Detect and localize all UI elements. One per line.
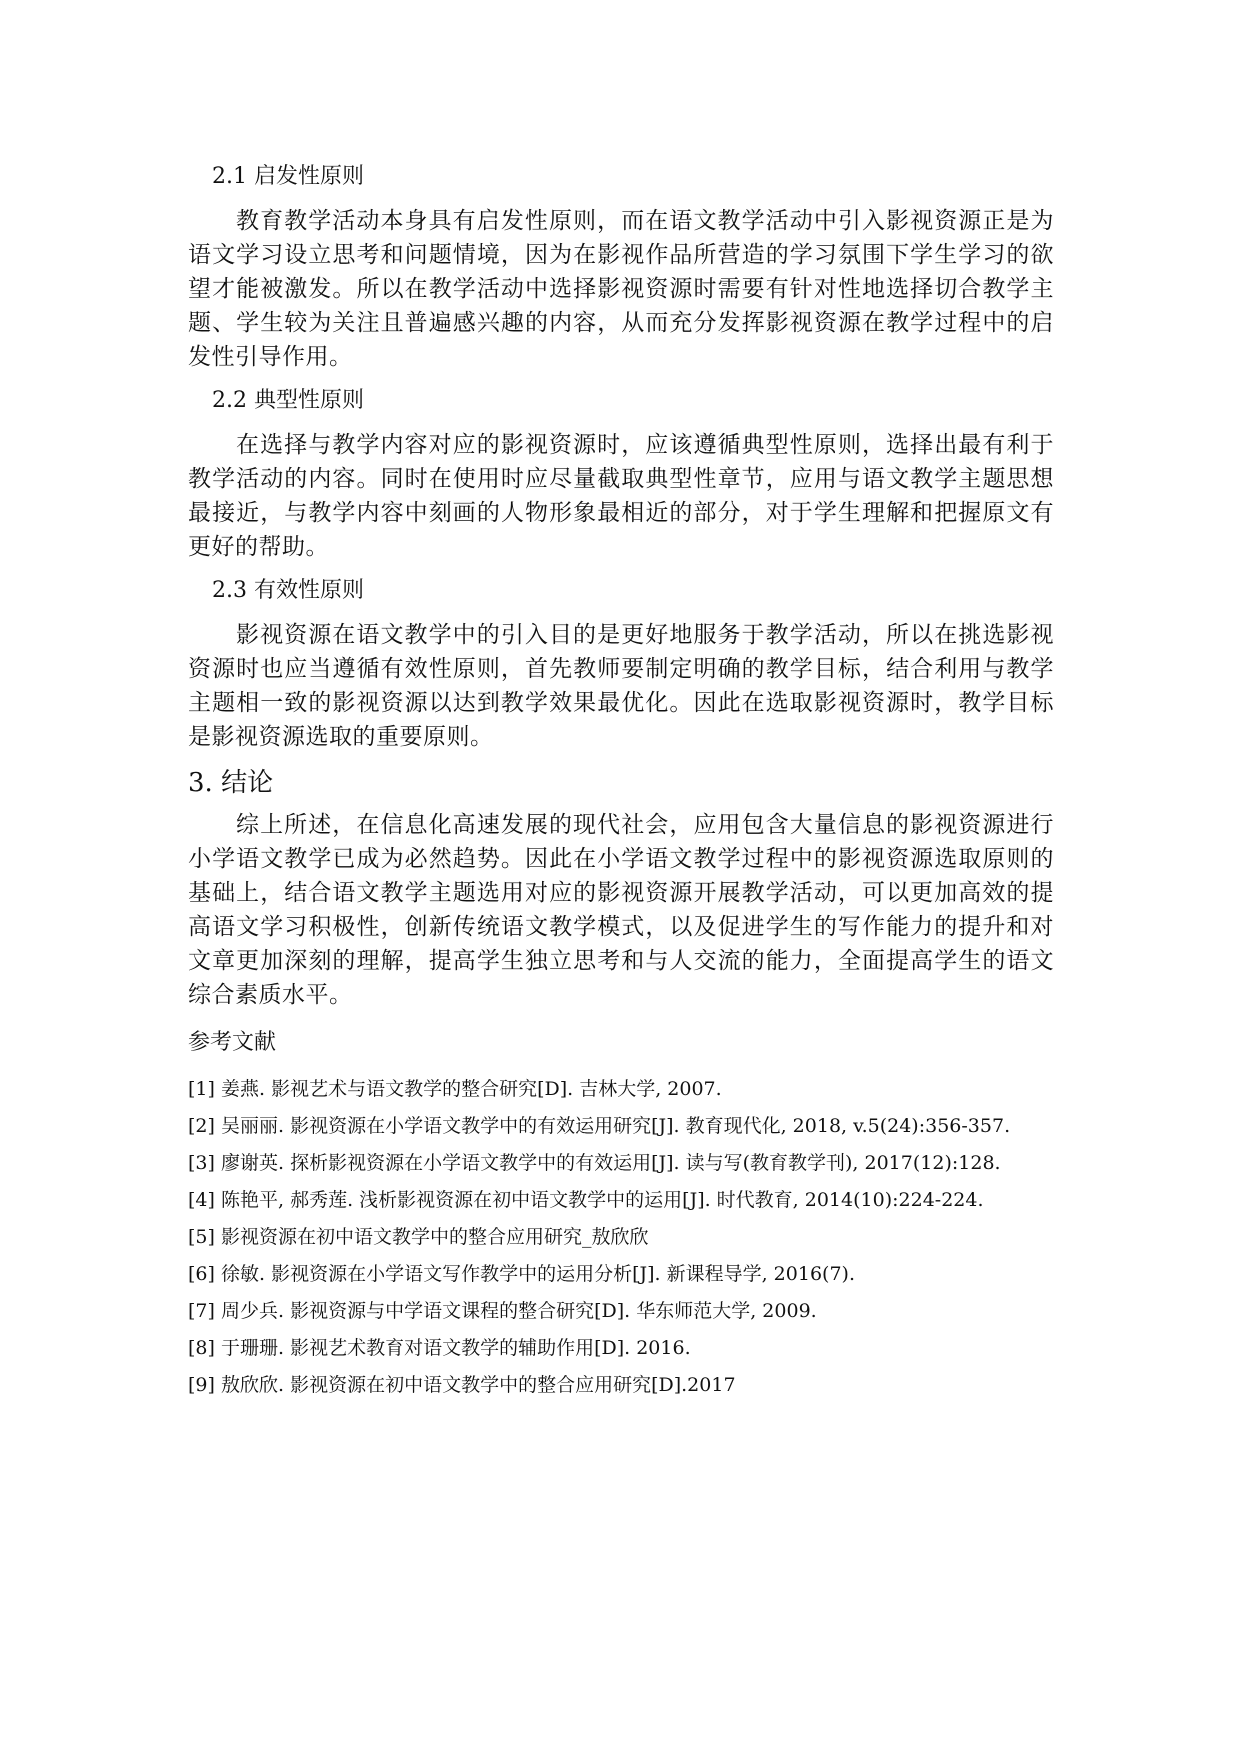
reference-text: 陈艳平, 郝秀莲. 浅析影视资源在初中语文教学中的运用[J]. 时代教育, 2014(10):224-224. xyxy=(221,1189,984,1211)
reference-text: 徐敏. 影视资源在小学语文写作教学中的运用分析[J]. 新课程导学, 2016(7). xyxy=(221,1263,855,1285)
reference-item xyxy=(188,1333,1054,1364)
reference-item xyxy=(188,1222,1054,1253)
section-2-1-paragraph: 教育教学活动本身具有启发性原则，而在语文教学活动中引入影视资源正是为语文学习设立思考和问题情境，因为在影视作品所营造的学习氛围下学生学习的欲望才能被激发。所以在教学活动中选择影视资源时需要有针对性地选择切合教学主题、学生较为关注且普遍感兴趣的内容，从而充分发挥影视资源在教学过程中的启发性引导作用。 xyxy=(188,208,1054,370)
reference-number: [8] xyxy=(188,1337,215,1359)
references-title: 参考文献 xyxy=(188,1030,277,1055)
reference-text: 廖谢英. 探析影视资源在小学语文教学中的有效运用[J]. 读与写(教育教学刊), 2017(12):128. xyxy=(221,1152,1001,1174)
reference-text: 周少兵. 影视资源与中学语文课程的整合研究[D]. 华东师范大学, 2009. xyxy=(221,1300,817,1322)
reference-item xyxy=(188,1185,1054,1216)
section-2-2-heading: 2.2 典型性原则 xyxy=(212,388,364,413)
reference-text: 敖欣欣. 影视资源在初中语文教学中的整合应用研究[D].2017 xyxy=(221,1374,736,1396)
section-3-heading: 3. 结论 xyxy=(188,768,274,798)
reference-text: 影视资源在初中语文教学中的整合应用研究_敖欣欣 xyxy=(221,1226,649,1248)
reference-number: [2] xyxy=(188,1115,215,1137)
section-3-paragraph: 综上所述，在信息化高速发展的现代社会，应用包含大量信息的影视资源进行小学语文教学已成为必然趋势。因此在小学语文教学过程中的影视资源选取原则的基础上，结合语文教学主题选用对应的影视资源开展教学活动，可以更加高效的提高语文学习积极性，创新传统语文教学模式，以及促进学生的写作能力的提升和对文章更加深刻的理解，提高学生独立思考和与人交流的能力，全面提高学生的语文综合素质水平。 xyxy=(188,812,1054,1008)
reference-item xyxy=(188,1148,1054,1179)
section-2-3-heading: 2.3 有效性原则 xyxy=(212,578,364,603)
reference-list xyxy=(188,1074,1054,1401)
reference-number: [9] xyxy=(188,1374,215,1396)
reference-number: [4] xyxy=(188,1189,215,1211)
reference-item xyxy=(188,1074,1054,1105)
reference-number: [1] xyxy=(188,1078,215,1100)
reference-item xyxy=(188,1111,1054,1142)
reference-text: 姜燕. 影视艺术与语文教学的整合研究[D]. 吉林大学, 2007. xyxy=(221,1078,722,1100)
document-page xyxy=(188,160,1054,1407)
section-2-3-paragraph: 影视资源在语文教学中的引入目的是更好地服务于教学活动，所以在挑选影视资源时也应当遵循有效性原则，首先教师要制定明确的教学目标，结合利用与教学主题相一致的影视资源以达到教学效果最优化。因此在选取影视资源时，教学目标是影视资源选取的重要原则。 xyxy=(188,622,1054,750)
reference-number: [3] xyxy=(188,1152,215,1174)
reference-item xyxy=(188,1296,1054,1327)
reference-item xyxy=(188,1370,1054,1401)
section-2-1-heading: 2.1 启发性原则 xyxy=(212,164,364,189)
reference-number: [7] xyxy=(188,1300,215,1322)
reference-number: [6] xyxy=(188,1263,215,1285)
reference-text: 于珊珊. 影视艺术教育对语文教学的辅助作用[D]. 2016. xyxy=(221,1337,691,1359)
reference-item xyxy=(188,1259,1054,1290)
reference-text: 吴丽丽. 影视资源在小学语文教学中的有效运用研究[J]. 教育现代化, 2018, v.5(24):356-357. xyxy=(221,1115,1011,1137)
reference-number: [5] xyxy=(188,1226,215,1248)
section-2-2-paragraph: 在选择与教学内容对应的影视资源时，应该遵循典型性原则，选择出最有利于教学活动的内容。同时在使用时应尽量截取典型性章节，应用与语文教学主题思想最接近，与教学内容中刻画的人物形象最相近的部分，对于学生理解和把握原文有更好的帮助。 xyxy=(188,432,1054,560)
